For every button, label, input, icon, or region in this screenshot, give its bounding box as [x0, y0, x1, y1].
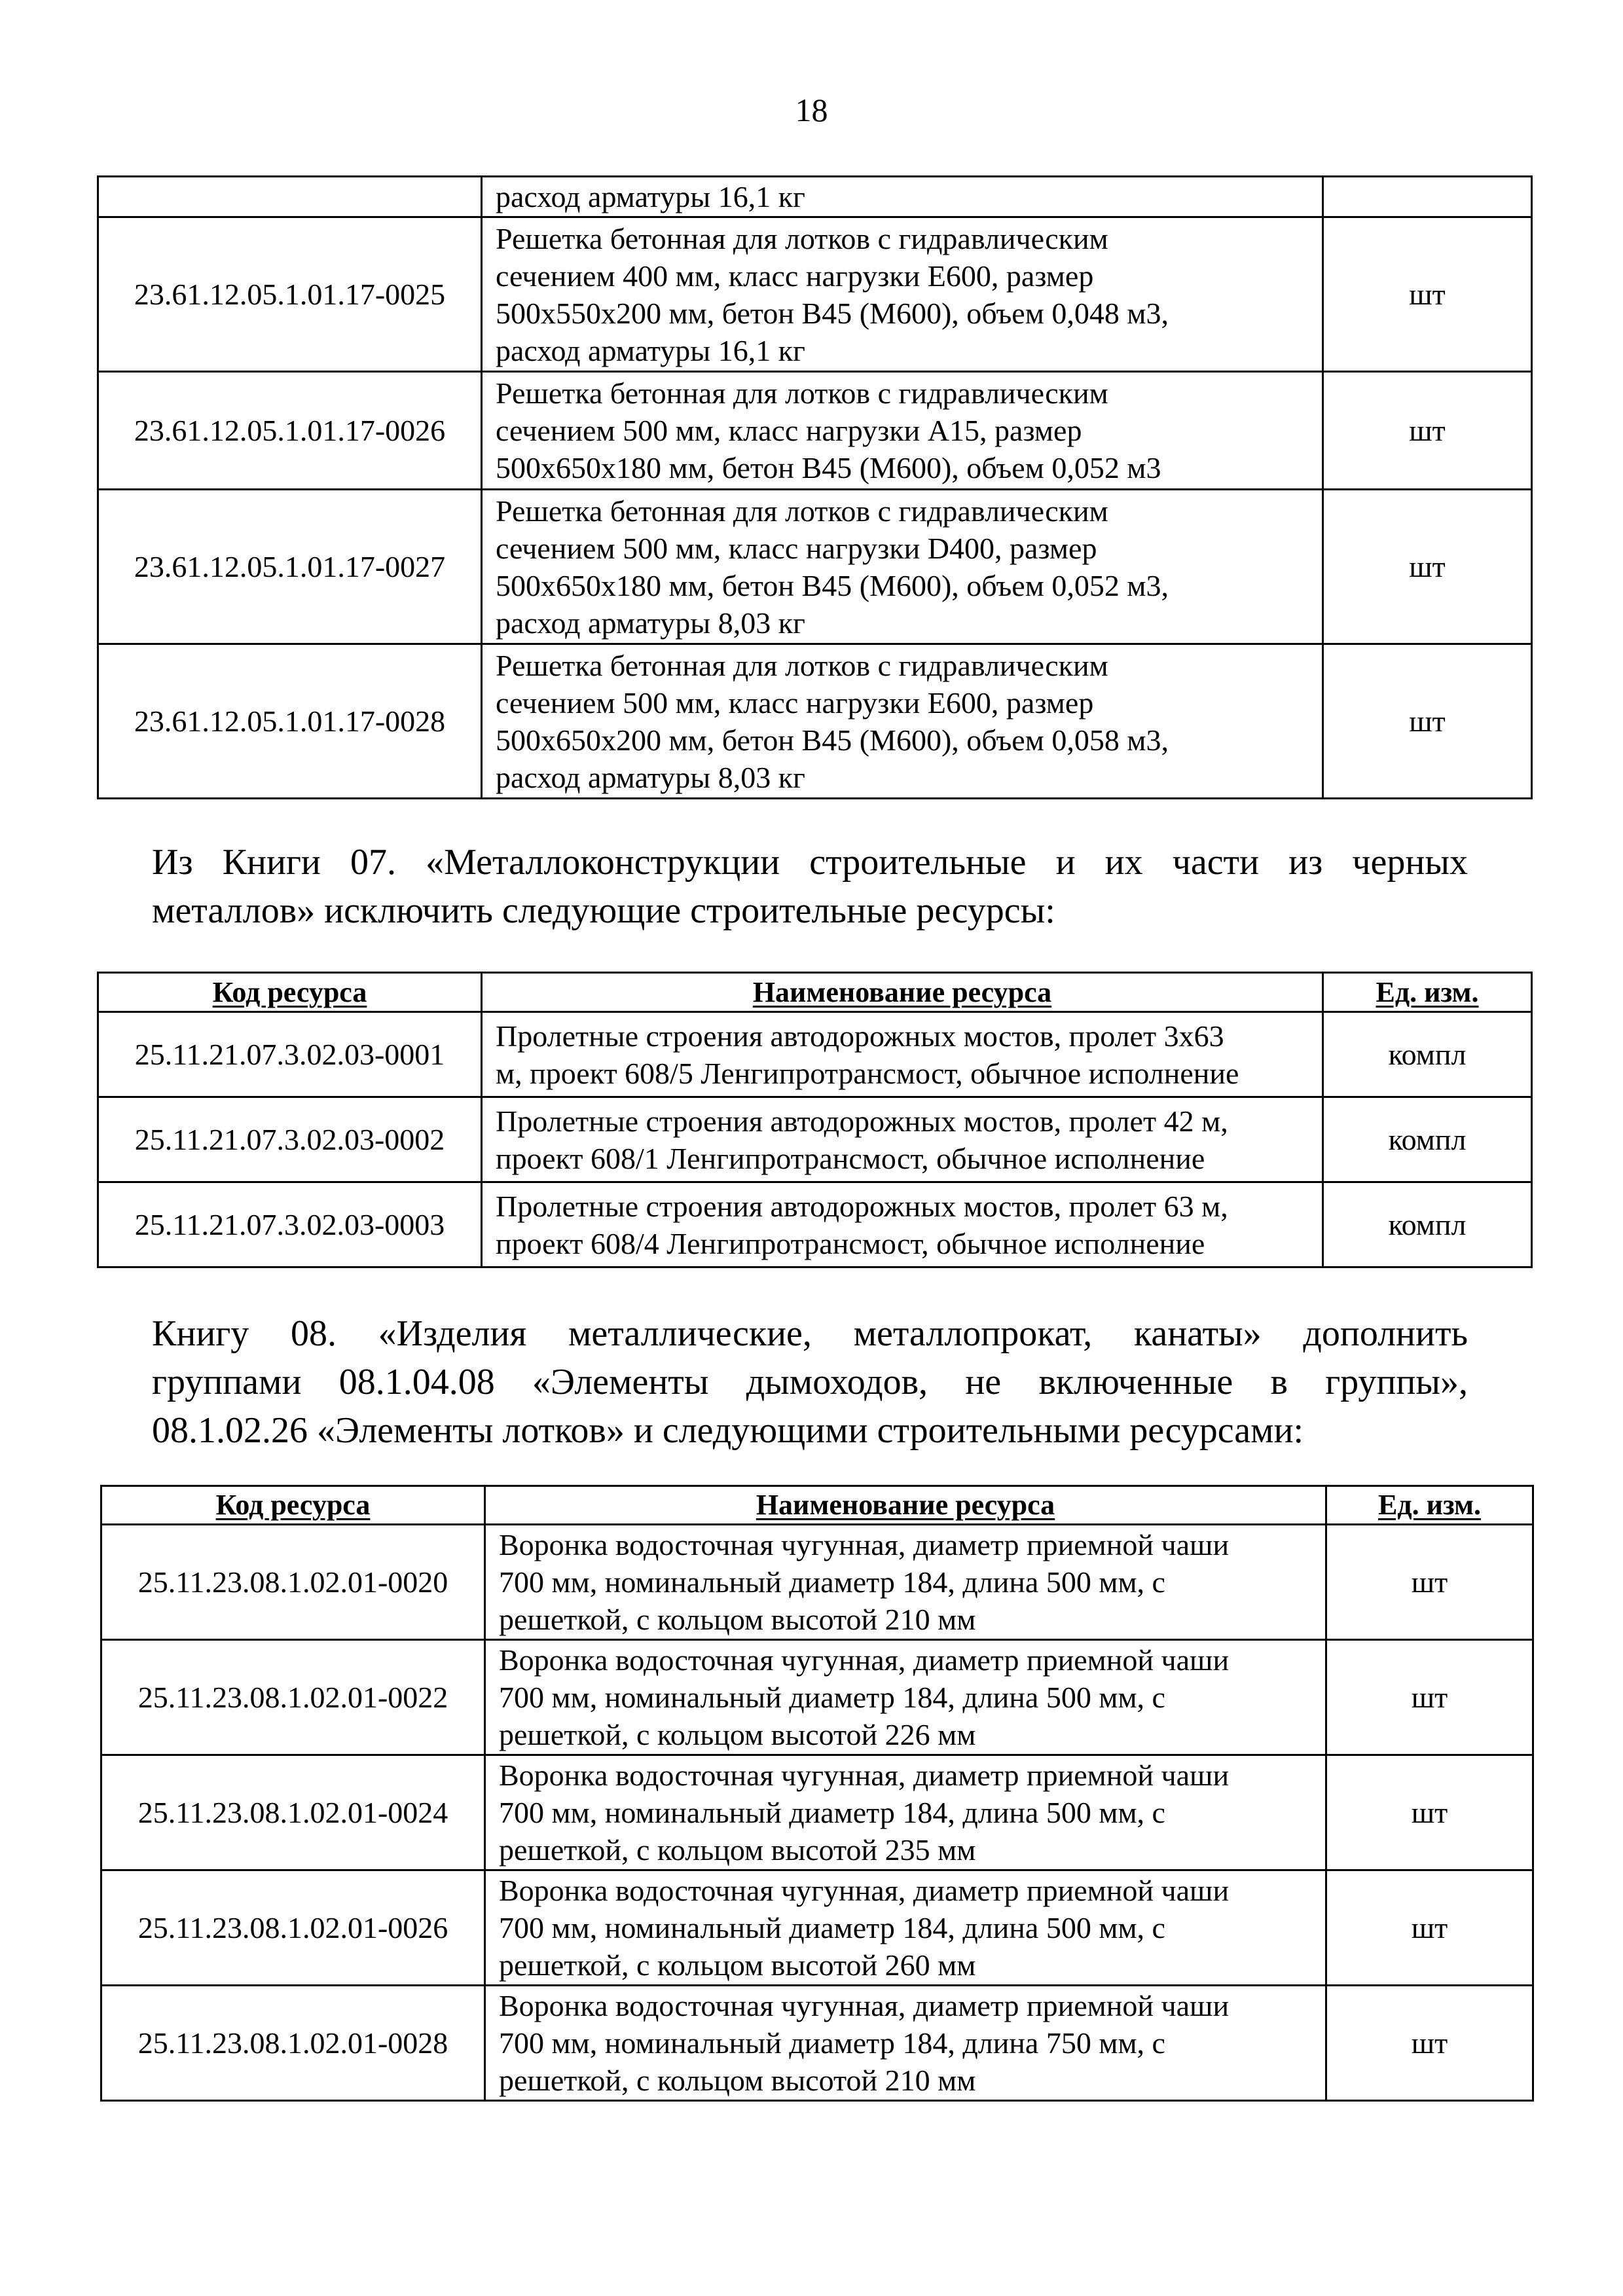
table-row [101, 1755, 1533, 1870]
resource-unit: шт [1326, 1640, 1533, 1755]
header-code: Код ресурса [98, 973, 482, 1012]
table-row [98, 217, 1532, 372]
table-header-row [101, 1486, 1533, 1525]
resource-name: Решетка бетонная для лотков с гидравлическим сечением 500 мм, класс нагрузки А15, размер 500х650х180 мм, бетон В45 (М600), объем 0,052 м3 [482, 372, 1323, 490]
resource-name: Решетка бетонная для лотков с гидравлическим сечением 400 мм, класс нагрузки Е600, размер 500х550х200 мм, бетон В45 (М600), объем 0,048 м3, расход арматуры 16,1 кг [482, 217, 1323, 372]
resource-name: Воронка водосточная чугунная, диаметр приемной чаши 700 мм, номинальный диаметр 184, длина 500 мм, с решеткой, с кольцом высотой 210 мм [485, 1525, 1326, 1640]
table-row [98, 177, 1532, 217]
resource-unit: шт [1323, 490, 1532, 644]
header-name: Наименование ресурса [485, 1486, 1326, 1525]
resource-name: Решетка бетонная для лотков с гидравлическим сечением 500 мм, класс нагрузки Е600, размер 500х650х200 мм, бетон В45 (М600), объем 0,058 м3, расход арматуры 8,03 кг [482, 644, 1323, 799]
resource-table-continued [97, 175, 1533, 799]
resource-code: 25.11.23.08.1.02.01-0022 [101, 1640, 485, 1755]
resource-code: 25.11.23.08.1.02.01-0026 [101, 1870, 485, 1986]
resource-code: 25.11.21.07.3.02.03-0001 [98, 1012, 482, 1097]
resource-code: 25.11.23.08.1.02.01-0020 [101, 1525, 485, 1640]
table-row [101, 1986, 1533, 2101]
header-name: Наименование ресурса [482, 973, 1323, 1012]
table-row [98, 490, 1532, 644]
table-row [101, 1870, 1533, 1986]
header-unit: Ед. изм. [1326, 1486, 1533, 1525]
resource-unit: шт [1326, 1755, 1533, 1870]
resource-code: 23.61.12.05.1.01.17-0027 [98, 490, 482, 644]
table-header-row [98, 973, 1532, 1012]
resource-code [98, 177, 482, 217]
resource-unit: компл [1323, 1097, 1532, 1182]
table-row [98, 1182, 1532, 1267]
resource-code: 25.11.23.08.1.02.01-0028 [101, 1986, 485, 2101]
table-row [98, 1012, 1532, 1097]
page-number: 18 [795, 92, 828, 128]
resource-unit: шт [1323, 372, 1532, 490]
paragraph-book-08: Книгу 08. «Изделия металлические, металлопрокат, канаты» дополнить группами 08.1.04.08 «Элементы дымоходов, не включенные в группы», 08.1.02.26 «Элементы лотков» и следующими строительными ресурсами: [152, 1313, 1468, 1451]
resource-code: 23.61.12.05.1.01.17-0026 [98, 372, 482, 490]
paragraph-book-07: Из Книги 07. «Металлоконструкции строительные и их части из черных металлов» исключить следующие строительные ресурсы: [152, 842, 1468, 931]
resource-name: Пролетные строения автодорожных мостов, пролет 3х63 м, проект 608/5 Ленгипротрансмост, обычное исполнение [482, 1012, 1323, 1097]
table-row [101, 1525, 1533, 1640]
table-row [98, 372, 1532, 490]
resource-name: Воронка водосточная чугунная, диаметр приемной чаши 700 мм, номинальный диаметр 184, длина 500 мм, с решеткой, с кольцом высотой 260 мм [485, 1870, 1326, 1986]
resource-unit: шт [1323, 644, 1532, 799]
resource-unit [1323, 177, 1532, 217]
resource-unit: шт [1326, 1525, 1533, 1640]
resource-code: 23.61.12.05.1.01.17-0025 [98, 217, 482, 372]
resource-name: Воронка водосточная чугунная, диаметр приемной чаши 700 мм, номинальный диаметр 184, длина 500 мм, с решеткой, с кольцом высотой 235 мм [485, 1755, 1326, 1870]
resource-code: 25.11.21.07.3.02.03-0002 [98, 1097, 482, 1182]
resource-code: 23.61.12.05.1.01.17-0028 [98, 644, 482, 799]
resource-unit: компл [1323, 1012, 1532, 1097]
resource-name: Воронка водосточная чугунная, диаметр приемной чаши 700 мм, номинальный диаметр 184, длина 500 мм, с решеткой, с кольцом высотой 226 мм [485, 1640, 1326, 1755]
table-row [98, 644, 1532, 799]
header-code: Код ресурса [101, 1486, 485, 1525]
resource-name: Пролетные строения автодорожных мостов, пролет 42 м, проект 608/1 Ленгипротрансмост, обычное исполнение [482, 1097, 1323, 1182]
header-unit: Ед. изм. [1323, 973, 1532, 1012]
resource-unit: шт [1326, 1870, 1533, 1986]
resource-unit: шт [1323, 217, 1532, 372]
resource-code: 25.11.21.07.3.02.03-0003 [98, 1182, 482, 1267]
resource-name: Пролетные строения автодорожных мостов, пролет 63 м, проект 608/4 Ленгипротрансмост, обычное исполнение [482, 1182, 1323, 1267]
table-row [98, 1097, 1532, 1182]
resource-code: 25.11.23.08.1.02.01-0024 [101, 1755, 485, 1870]
table-row [101, 1640, 1533, 1755]
resource-name: расход арматуры 16,1 кг [482, 177, 1323, 217]
added-resources-table [100, 1485, 1534, 2102]
resource-name: Решетка бетонная для лотков с гидравлическим сечением 500 мм, класс нагрузки D400, размер 500х650х180 мм, бетон В45 (М600), объем 0,052 м3, расход арматуры 8,03 кг [482, 490, 1323, 644]
resource-name: Воронка водосточная чугунная, диаметр приемной чаши 700 мм, номинальный диаметр 184, длина 750 мм, с решеткой, с кольцом высотой 210 мм [485, 1986, 1326, 2101]
resource-unit: компл [1323, 1182, 1532, 1267]
resource-unit: шт [1326, 1986, 1533, 2101]
excluded-resources-table [97, 972, 1533, 1268]
